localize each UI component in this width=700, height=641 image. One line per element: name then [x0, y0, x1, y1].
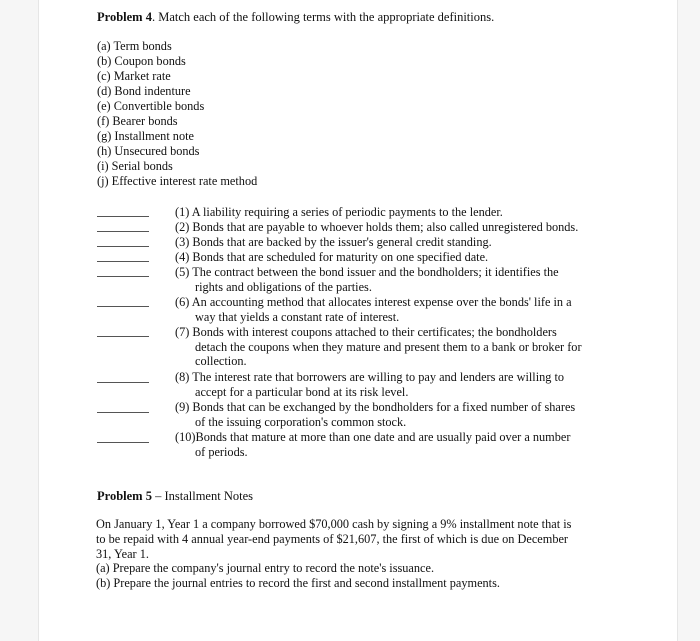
problem-4-heading [97, 10, 494, 25]
definition-text: (1) A liability requiring a series of periodic payments to the lender. [175, 205, 503, 219]
answer-blank[interactable] [97, 216, 149, 217]
answer-blank[interactable] [97, 231, 149, 232]
definition-text: (10)Bonds that mature at more than one date and are usually paid over a number [175, 430, 571, 444]
problem-4-label: Problem 4 [97, 10, 152, 24]
paragraph-line: On January 1, Year 1 a company borrowed $70,000 cash by signing a 9% installment note that is [96, 517, 572, 531]
right-margin [677, 0, 700, 641]
definition-text: (5) The contract between the bond issuer and the bondholders; it identifies the [175, 265, 559, 279]
term-item: (i) Serial bonds [97, 159, 173, 173]
left-margin [0, 0, 39, 641]
definition-continuation: accept for a particular bond at its risk level. [195, 384, 409, 399]
part-item: (b) Prepare the journal entries to record the first and second installment payments. [96, 576, 500, 591]
problem-5-title: – Installment Notes [151, 489, 253, 503]
paragraph-line: to be repaid with 4 annual year-end payments of $21,607, the first of which is due on December [96, 531, 569, 546]
problem-5-paragraph [96, 517, 616, 591]
definition-continuation: way that yields a constant rate of interest. [195, 309, 400, 324]
problem-4-instruction: . Match each of the following terms with the appropriate definitions. [151, 10, 495, 24]
problem-5-label: Problem 5 [97, 489, 152, 503]
definition-continuation: of the issuing corporation's common stock. [195, 414, 407, 429]
definition-item [175, 400, 615, 429]
term-item: (c) Market rate [97, 69, 171, 83]
term-item: (e) Convertible bonds [97, 99, 205, 113]
term-item: (b) Coupon bonds [97, 54, 186, 68]
definition-text: (8) The interest rate that borrowers are willing to pay and lenders are willing to [175, 370, 565, 384]
definition-text: (4) Bonds that are scheduled for maturity on one specified date. [175, 250, 489, 264]
definition-text: (3) Bonds that are backed by the issuer's general credit standing. [175, 235, 492, 249]
paragraph-line: 31, Year 1. [96, 546, 149, 561]
answer-blank[interactable] [97, 246, 149, 247]
definition-text: (7) Bonds with interest coupons attached to their certificates; the bondholders [175, 325, 557, 339]
problem-5-heading [97, 489, 253, 504]
definition-continuation: collection. [195, 354, 247, 368]
definition-item [175, 250, 615, 265]
definition-item [175, 325, 615, 369]
part-item: (a) Prepare the company's journal entry to record the note's issuance. [96, 561, 435, 576]
definition-continuation: rights and obligations of the parties. [195, 279, 372, 294]
answer-blank[interactable] [97, 336, 149, 337]
definition-item [175, 370, 615, 399]
answer-blank[interactable] [97, 306, 149, 307]
answer-blank[interactable] [97, 382, 149, 383]
definition-item [175, 205, 615, 220]
term-item: (g) Installment note [97, 129, 194, 143]
term-item: (j) Effective interest rate method [97, 174, 258, 188]
definition-item [175, 295, 615, 324]
definition-item [175, 220, 615, 235]
definition-item [175, 235, 615, 250]
answer-blank[interactable] [97, 276, 149, 277]
answer-blank[interactable] [97, 261, 149, 262]
term-item: (f) Bearer bonds [97, 114, 178, 128]
definition-item [175, 265, 615, 294]
definition-text: (6) An accounting method that allocates interest expense over the bonds' life in a [175, 295, 572, 309]
term-item: (a) Term bonds [97, 39, 172, 53]
answer-blank[interactable] [97, 442, 149, 443]
term-item: (d) Bond indenture [97, 84, 191, 98]
definition-item [175, 430, 615, 459]
definition-continuation: of periods. [195, 444, 248, 459]
term-item: (h) Unsecured bonds [97, 144, 200, 158]
definition-text: (2) Bonds that are payable to whoever holds them; also called unregistered bonds. [175, 220, 579, 234]
answer-blank[interactable] [97, 412, 149, 413]
definition-text: (9) Bonds that can be exchanged by the bondholders for a fixed number of shares [175, 400, 576, 414]
definition-continuation: detach the coupons when they mature and present them to a bank or broker for [195, 339, 582, 354]
